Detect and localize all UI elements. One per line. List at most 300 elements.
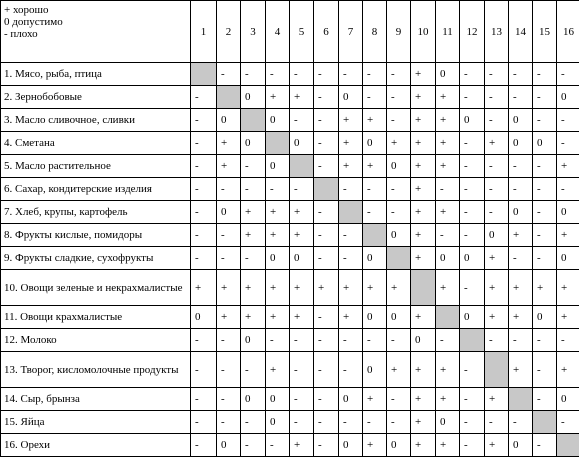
compatibility-cell: 0 [460,247,485,270]
compatibility-cell: + [411,155,436,178]
table-row [1,155,579,178]
compatibility-cell: + [411,178,436,201]
compatibility-cell: - [290,329,314,352]
compatibility-cell: + [557,352,579,388]
compatibility-cell: + [557,155,579,178]
compatibility-cell: - [460,411,485,434]
diagonal-cell [191,63,217,86]
diagonal-cell [460,329,485,352]
compatibility-cell: + [485,132,509,155]
table-row [1,86,579,109]
compatibility-cell: - [290,352,314,388]
compatibility-cell: 0 [339,388,363,411]
compatibility-cell: + [314,270,339,306]
compatibility-cell: - [509,155,533,178]
compatibility-cell: 0 [460,306,485,329]
compatibility-cell: 0 [436,247,460,270]
compatibility-cell: - [485,109,509,132]
compatibility-cell: + [411,63,436,86]
compatibility-cell: - [339,329,363,352]
compatibility-cell: - [314,224,339,247]
compatibility-cell: + [411,388,436,411]
compatibility-cell: - [387,201,411,224]
compatibility-cell: - [509,178,533,201]
compatibility-cell: + [533,270,557,306]
diagonal-cell [363,224,387,247]
compatibility-cell: + [217,155,241,178]
compatibility-cell: 0 [363,306,387,329]
compatibility-cell: - [533,63,557,86]
compatibility-cell: - [485,411,509,434]
compatibility-cell: 0 [363,247,387,270]
compatibility-cell: 0 [557,388,579,411]
compatibility-cell: + [485,388,509,411]
compatibility-cell: - [533,109,557,132]
compatibility-cell: + [509,270,533,306]
compatibility-cell: 0 [241,329,266,352]
compatibility-cell: 0 [387,224,411,247]
compatibility-cell: + [485,434,509,457]
compatibility-cell: - [557,411,579,434]
compatibility-cell: - [509,247,533,270]
row-label: 9. Фрукты сладкие, сухофрукты [1,247,191,270]
compatibility-cell: - [290,109,314,132]
row-label: 13. Творог, кисломолочные продукты [1,352,191,388]
column-header-15: 15 [533,1,557,63]
compatibility-cell: 0 [266,155,290,178]
compatibility-cell: + [387,132,411,155]
compatibility-cell: + [411,434,436,457]
diagonal-cell [509,388,533,411]
compatibility-cell: - [290,388,314,411]
compatibility-cell: - [241,434,266,457]
compatibility-cell: + [436,86,460,109]
compatibility-cell: - [533,329,557,352]
compatibility-cell: + [411,109,436,132]
compatibility-cell: + [411,224,436,247]
diagonal-cell [266,132,290,155]
row-label: 2. Зернобобовые [1,86,191,109]
legend-good: + хорошо [4,4,49,16]
compatibility-cell: - [557,329,579,352]
compatibility-cell: - [436,329,460,352]
compatibility-cell: 0 [290,247,314,270]
compatibility-cell: + [266,352,290,388]
compatibility-cell: - [485,178,509,201]
compatibility-cell: 0 [241,132,266,155]
compatibility-cell: 0 [509,109,533,132]
compatibility-cell: + [509,352,533,388]
compatibility-cell: - [363,411,387,434]
compatibility-cell: - [460,352,485,388]
compatibility-cell: - [191,109,217,132]
compatibility-cell: + [509,224,533,247]
compatibility-cell: + [363,109,387,132]
compatibility-cell: - [363,329,387,352]
compatibility-cell: + [339,132,363,155]
compatibility-cell: + [266,270,290,306]
compatibility-cell: - [436,224,460,247]
table-row [1,109,579,132]
compatibility-cell: - [191,86,217,109]
column-header-4: 4 [266,1,290,63]
compatibility-cell: 0 [339,434,363,457]
compatibility-cell: 0 [266,388,290,411]
compatibility-cell: - [557,132,579,155]
compatibility-cell: - [217,352,241,388]
compatibility-cell: + [339,270,363,306]
compatibility-cell: - [485,63,509,86]
compatibility-cell: + [290,434,314,457]
compatibility-cell: - [339,63,363,86]
table-row [1,329,579,352]
compatibility-cell: + [411,352,436,388]
compatibility-cell: - [509,329,533,352]
compatibility-cell: - [241,63,266,86]
compatibility-cell: - [533,352,557,388]
compatibility-cell: - [460,132,485,155]
legend-acceptable: 0 допустимо [4,16,63,28]
compatibility-cell: - [387,86,411,109]
compatibility-cell: - [557,109,579,132]
compatibility-cell: 0 [533,132,557,155]
compatibility-cell: - [339,224,363,247]
compatibility-cell: - [241,411,266,434]
compatibility-cell: + [436,155,460,178]
compatibility-cell: 0 [387,434,411,457]
compatibility-cell: - [460,178,485,201]
row-label: 6. Сахар, кондитерские изделия [1,178,191,201]
compatibility-cell: - [191,155,217,178]
compatibility-cell: - [485,155,509,178]
compatibility-cell: - [557,63,579,86]
compatibility-cell: + [290,270,314,306]
compatibility-cell: - [314,434,339,457]
compatibility-cell: 0 [509,132,533,155]
compatibility-cell: - [266,63,290,86]
compatibility-cell: + [436,352,460,388]
compatibility-cell: - [485,86,509,109]
compatibility-cell: + [436,388,460,411]
compatibility-cell: + [436,270,460,306]
compatibility-cell: - [485,201,509,224]
compatibility-cell: + [241,306,266,329]
compatibility-cell: + [436,132,460,155]
compatibility-cell: - [460,155,485,178]
compatibility-cell: + [557,270,579,306]
compatibility-cell: + [411,201,436,224]
row-label: 11. Овощи крахмалистые [1,306,191,329]
compatibility-cell: + [436,109,460,132]
compatibility-cell: 0 [509,434,533,457]
compatibility-cell: 0 [217,434,241,457]
column-header-3: 3 [241,1,266,63]
compatibility-cell: - [460,270,485,306]
compatibility-cell: + [217,132,241,155]
compatibility-cell: - [314,411,339,434]
compatibility-cell: - [241,247,266,270]
column-header-2: 2 [217,1,241,63]
compatibility-cell: 0 [217,109,241,132]
compatibility-cell: - [436,178,460,201]
compatibility-cell: + [557,306,579,329]
compatibility-cell: + [339,155,363,178]
compatibility-cell: - [460,434,485,457]
compatibility-cell: + [387,270,411,306]
table-row [1,224,579,247]
compatibility-cell: - [339,247,363,270]
column-header-12: 12 [460,1,485,63]
column-header-6: 6 [314,1,339,63]
compatibility-cell: + [266,86,290,109]
compatibility-cell: - [363,201,387,224]
compatibility-cell: - [533,155,557,178]
column-header-16: 16 [557,1,579,63]
compatibility-cell: - [191,329,217,352]
column-header-11: 11 [436,1,460,63]
compatibility-cell: - [363,178,387,201]
compatibility-cell: - [191,434,217,457]
compatibility-cell: - [557,178,579,201]
compatibility-cell: - [241,352,266,388]
compatibility-cell: + [339,109,363,132]
compatibility-cell: 0 [460,109,485,132]
compatibility-cell: + [411,411,436,434]
compatibility-cell: - [339,178,363,201]
compatibility-cell: 0 [557,201,579,224]
compatibility-cell: + [339,306,363,329]
compatibility-cell: - [191,132,217,155]
table-row [1,306,579,329]
compatibility-cell: - [290,411,314,434]
diagonal-cell [290,155,314,178]
compatibility-cell: + [217,306,241,329]
table-row [1,388,579,411]
compatibility-cell: - [460,388,485,411]
compatibility-cell: - [191,411,217,434]
legend-bad: - плохо [4,28,38,40]
compatibility-cell: - [314,329,339,352]
row-label: 16. Орехи [1,434,191,457]
compatibility-cell: - [314,109,339,132]
compatibility-cell: + [363,434,387,457]
compatibility-cell: - [460,86,485,109]
compatibility-cell: - [363,86,387,109]
compatibility-cell: + [266,224,290,247]
compatibility-cell: - [460,224,485,247]
compatibility-cell: - [217,224,241,247]
column-header-9: 9 [387,1,411,63]
compatibility-cell: + [241,270,266,306]
table-row [1,411,579,434]
compatibility-cell: + [290,224,314,247]
compatibility-cell: - [533,201,557,224]
table-row [1,63,579,86]
table-row [1,247,579,270]
compatibility-cell: + [290,306,314,329]
compatibility-cell: 0 [387,155,411,178]
compatibility-cell: - [533,247,557,270]
compatibility-cell: - [314,306,339,329]
column-header-1: 1 [191,1,217,63]
compatibility-cell: - [533,86,557,109]
compatibility-cell: - [460,63,485,86]
compatibility-cell: 0 [290,132,314,155]
compatibility-cell: 0 [266,109,290,132]
compatibility-cell: 0 [266,411,290,434]
compatibility-cell: + [266,306,290,329]
compatibility-cell: - [460,201,485,224]
compatibility-cell: + [485,270,509,306]
compatibility-cell: - [266,434,290,457]
compatibility-cell: 0 [241,86,266,109]
row-label: 3. Масло сливочное, сливки [1,109,191,132]
compatibility-cell: + [290,86,314,109]
compatibility-cell: - [533,388,557,411]
compatibility-cell: + [411,132,436,155]
compatibility-cell: 0 [557,86,579,109]
diagonal-cell [436,306,460,329]
compatibility-cell: - [217,178,241,201]
compatibility-cell: + [509,306,533,329]
compatibility-cell: + [191,270,217,306]
compatibility-cell: - [387,411,411,434]
compatibility-cell: - [191,388,217,411]
compatibility-cell: - [509,411,533,434]
compatibility-cell: - [191,247,217,270]
diagonal-cell [533,411,557,434]
compatibility-cell: + [241,201,266,224]
compatibility-cell: - [485,329,509,352]
diagonal-cell [241,109,266,132]
compatibility-cell: 0 [436,63,460,86]
compatibility-cell: + [411,86,436,109]
column-header-5: 5 [290,1,314,63]
compatibility-cell: - [314,352,339,388]
compatibility-cell: 0 [557,247,579,270]
compatibility-cell: - [290,63,314,86]
compatibility-cell: - [533,434,557,457]
diagonal-cell [557,434,579,457]
compatibility-cell: - [509,63,533,86]
column-header-13: 13 [485,1,509,63]
compatibility-cell: + [436,434,460,457]
diagonal-cell [411,270,436,306]
diagonal-cell [217,86,241,109]
column-header-7: 7 [339,1,363,63]
compatibility-cell: 0 [533,306,557,329]
compatibility-cell: - [533,224,557,247]
compatibility-cell: - [387,388,411,411]
compatibility-cell: - [266,178,290,201]
diagonal-cell [339,201,363,224]
compatibility-cell: - [339,411,363,434]
compatibility-cell: - [314,132,339,155]
compatibility-cell: - [217,411,241,434]
compatibility-cell: - [387,63,411,86]
compatibility-cell: - [217,388,241,411]
compatibility-cell: 0 [363,132,387,155]
table-row [1,178,579,201]
compatibility-cell: + [485,306,509,329]
compatibility-cell: + [557,224,579,247]
compatibility-cell: + [363,388,387,411]
compatibility-cell: + [217,270,241,306]
compatibility-cell: + [266,201,290,224]
compatibility-cell: - [314,155,339,178]
compatibility-cell: 0 [387,306,411,329]
compatibility-cell: + [411,247,436,270]
compatibility-cell: - [363,63,387,86]
column-header-14: 14 [509,1,533,63]
row-label: 1. Мясо, рыба, птица [1,63,191,86]
diagonal-cell [387,247,411,270]
compatibility-cell: - [314,86,339,109]
compatibility-cell: 0 [339,86,363,109]
table-row [1,270,579,306]
compatibility-cell: + [290,201,314,224]
compatibility-cell: 0 [436,411,460,434]
compatibility-cell: - [314,201,339,224]
compatibility-cell: 0 [485,224,509,247]
compatibility-cell: - [217,247,241,270]
table-row [1,352,579,388]
compatibility-cell: - [314,388,339,411]
row-label: 14. Сыр, брынза [1,388,191,411]
row-label: 15. Яйца [1,411,191,434]
compatibility-cell: - [266,329,290,352]
compatibility-cell: - [191,178,217,201]
compatibility-cell: 0 [411,329,436,352]
compatibility-cell: + [411,306,436,329]
table-row [1,434,579,457]
legend-cell [1,1,191,63]
compatibility-cell: - [387,109,411,132]
compatibility-cell: - [314,247,339,270]
compatibility-cell: + [363,270,387,306]
compatibility-cell: - [290,178,314,201]
compatibility-cell: - [191,352,217,388]
compatibility-cell: - [191,201,217,224]
compatibility-cell: 0 [217,201,241,224]
row-label: 5. Масло растительное [1,155,191,178]
column-header-8: 8 [363,1,387,63]
row-label: 4. Сметана [1,132,191,155]
compatibility-cell: + [387,352,411,388]
row-label: 7. Хлеб, крупы, картофель [1,201,191,224]
compatibility-cell: - [241,178,266,201]
row-label: 10. Овощи зеленые и некрахмалистые [1,270,191,306]
compatibility-cell: + [363,155,387,178]
compatibility-cell: - [387,329,411,352]
compatibility-cell: - [217,329,241,352]
table-row [1,132,579,155]
compatibility-cell: 0 [266,247,290,270]
diagonal-cell [314,178,339,201]
row-label: 8. Фрукты кислые, помидоры [1,224,191,247]
header-row [1,1,579,63]
compatibility-cell: 0 [241,388,266,411]
column-header-10: 10 [411,1,436,63]
compatibility-cell: 0 [509,201,533,224]
compatibility-cell: - [509,86,533,109]
compatibility-cell: - [241,155,266,178]
compatibility-cell: - [339,352,363,388]
compatibility-cell: + [241,224,266,247]
compatibility-cell: - [314,63,339,86]
row-label: 12. Молоко [1,329,191,352]
compatibility-cell: + [436,201,460,224]
